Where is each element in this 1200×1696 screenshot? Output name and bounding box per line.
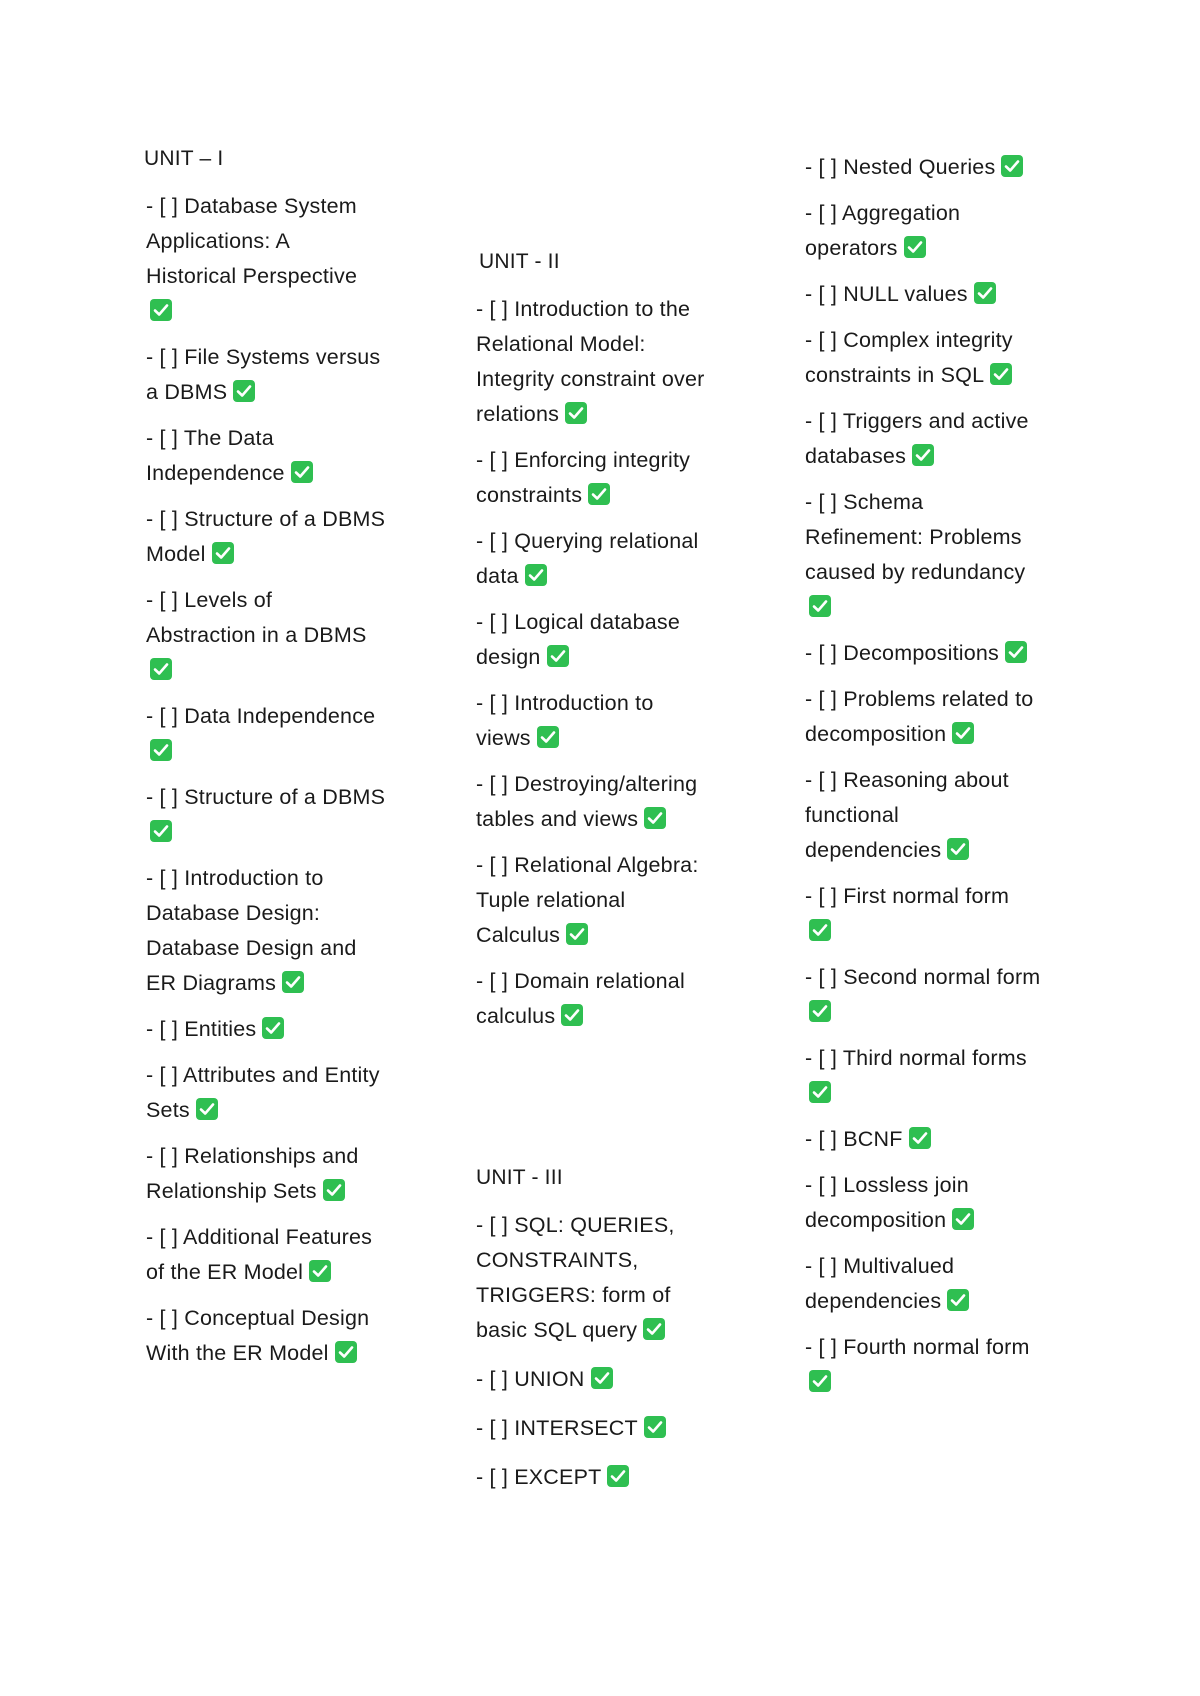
- checklist-item-line: [805, 323, 1075, 358]
- checklist-item: [146, 780, 416, 850]
- checklist-item-line: [805, 439, 1075, 474]
- check-mark-icon: [591, 1367, 613, 1389]
- checklist-item-line: [805, 995, 1075, 1030]
- checklist-item-line: [146, 1336, 416, 1371]
- checklist-item-line: [146, 780, 416, 815]
- checklist-item: [805, 1330, 1075, 1400]
- check-mark-icon: [150, 658, 172, 680]
- checklist-item-text: Sets: [146, 1098, 190, 1122]
- checklist-item-text: - [ ] File Systems versus: [146, 345, 381, 369]
- checklist-item-line: [805, 1122, 1075, 1157]
- check-mark-icon: [547, 645, 569, 667]
- checklist-item-line: [476, 686, 746, 721]
- checklist-item-line: [146, 1301, 416, 1336]
- checklist-item-text: - [ ] Fourth normal form: [805, 1335, 1030, 1359]
- checklist-item-text: - [ ] The Data: [146, 426, 274, 450]
- checklist-item-line: [476, 964, 746, 999]
- checklist-item-line: [146, 1058, 416, 1093]
- checklist-item: [805, 150, 1075, 185]
- checklist-item-text: With the ER Model: [146, 1341, 329, 1365]
- checklist-item-text: databases: [805, 444, 907, 468]
- checklist-item-text: Applications: A: [146, 229, 291, 253]
- checklist-item: [146, 1220, 416, 1290]
- checklist-item-line: [805, 682, 1075, 717]
- checklist-item-line: [805, 358, 1075, 393]
- checklist-item-line: [146, 375, 416, 410]
- checklist-item-line: [476, 362, 746, 397]
- checklist-item: [805, 1249, 1075, 1319]
- checklist-item-text: - [ ] Querying relational: [476, 529, 699, 553]
- checklist-item-line: [476, 397, 746, 432]
- checklist-item-text: Historical Perspective: [146, 264, 358, 288]
- unit-3-list: [476, 1208, 746, 1509]
- checklist-item-text: - [ ] Destroying/altering: [476, 772, 698, 796]
- checklist-item: [476, 848, 746, 953]
- checklist-item: [476, 1362, 746, 1397]
- check-mark-icon: [291, 461, 313, 483]
- checklist-item-text: - [ ] Entities: [146, 1017, 257, 1041]
- checklist-item: [805, 682, 1075, 752]
- checklist-item: [146, 340, 416, 410]
- check-mark-icon: [262, 1017, 284, 1039]
- checklist-item-text: Relationship Sets: [146, 1179, 317, 1203]
- checklist-item-line: [146, 699, 416, 734]
- checklist-item-line: [146, 861, 416, 896]
- checklist-item-text: - [ ] UNION: [476, 1367, 585, 1391]
- checklist-item-text: dependencies: [805, 838, 942, 862]
- checklist-item-text: - [ ] SQL: QUERIES,: [476, 1213, 675, 1237]
- checklist-item-line: [476, 999, 746, 1034]
- checklist-item-line: [805, 914, 1075, 949]
- checklist-item: [476, 443, 746, 513]
- checklist-item-text: views: [476, 726, 531, 750]
- checklist-item-text: decomposition: [805, 722, 947, 746]
- checklist-item-line: [146, 537, 416, 572]
- checklist-item-text: CONSTRAINTS,: [476, 1248, 639, 1272]
- checklist-item-line: [476, 918, 746, 953]
- checklist-item-text: - [ ] INTERSECT: [476, 1416, 638, 1440]
- checklist-item-line: [146, 1012, 416, 1047]
- checklist-item: [476, 524, 746, 594]
- checklist-item-line: [146, 1139, 416, 1174]
- check-mark-icon: [912, 444, 934, 466]
- checklist-item-line: [805, 555, 1075, 590]
- checklist-item-line: [805, 485, 1075, 520]
- column-3: [805, 150, 1075, 1411]
- check-mark-icon: [990, 363, 1012, 385]
- checklist-item-line: [805, 196, 1075, 231]
- checklist-item-line: [476, 1460, 746, 1495]
- checklist-item-text: Integrity constraint over: [476, 367, 705, 391]
- checklist-item-line: [146, 259, 416, 294]
- checklist-item-line: [146, 189, 416, 224]
- checklist-item-text: a DBMS: [146, 380, 228, 404]
- checklist-item-text: Model: [146, 542, 206, 566]
- checklist-item-text: - [ ] Relational Algebra:: [476, 853, 699, 877]
- checklist-item: [146, 1139, 416, 1209]
- check-mark-icon: [644, 807, 666, 829]
- unit-3-heading: UNIT - III: [476, 1166, 563, 1189]
- checklist-item: [476, 1460, 746, 1495]
- checklist-item-line: [476, 1243, 746, 1278]
- checklist-item-line: [805, 879, 1075, 914]
- checklist-item-text: Database Design:: [146, 901, 321, 925]
- checklist-item-line: [146, 896, 416, 931]
- unit-2-list: [476, 292, 746, 1045]
- checklist-item-line: [146, 583, 416, 618]
- checklist-item-text: Independence: [146, 461, 285, 485]
- check-mark-icon: [809, 919, 831, 941]
- check-mark-icon: [1005, 641, 1027, 663]
- checklist-item-line: [805, 833, 1075, 868]
- check-mark-icon: [909, 1127, 931, 1149]
- checklist-item-text: - [ ] EXCEPT: [476, 1465, 602, 1489]
- check-mark-icon: [150, 739, 172, 761]
- checklist-item-text: data: [476, 564, 519, 588]
- check-mark-icon: [335, 1341, 357, 1363]
- checklist-item-line: [146, 931, 416, 966]
- checklist-item-line: [476, 443, 746, 478]
- checklist-item-text: - [ ] Structure of a DBMS: [146, 785, 386, 809]
- checklist-item-line: [146, 1174, 416, 1209]
- checklist-item-text: - [ ] Levels of: [146, 588, 273, 612]
- checklist-item-line: [476, 1278, 746, 1313]
- checklist-item-line: [476, 883, 746, 918]
- checklist-item-text: - [ ] Schema: [805, 490, 924, 514]
- checklist-item-text: - [ ] Nested Queries: [805, 155, 996, 179]
- checklist-item-text: constraints: [476, 483, 583, 507]
- checklist-item-line: [805, 763, 1075, 798]
- checklist-item-line: [146, 966, 416, 1001]
- check-mark-icon: [150, 820, 172, 842]
- check-mark-icon: [904, 236, 926, 258]
- checklist-item-text: - [ ] Logical database: [476, 610, 680, 634]
- checklist-item-text: Abstraction in a DBMS: [146, 623, 367, 647]
- checklist-item-line: [805, 520, 1075, 555]
- checklist-item-text: - [ ] Reasoning about: [805, 768, 1009, 792]
- checklist-item-text: - [ ] Data Independence: [146, 704, 376, 728]
- checklist-item-line: [805, 590, 1075, 625]
- checklist-item-line: [805, 1041, 1075, 1076]
- checklist-item-text: tables and views: [476, 807, 639, 831]
- checklist-item-text: Relational Model:: [476, 332, 646, 356]
- checklist-item-text: basic SQL query: [476, 1318, 638, 1342]
- checklist-item-text: - [ ] Additional Features: [146, 1225, 373, 1249]
- checklist-item-line: [476, 478, 746, 513]
- checklist-item-text: - [ ] Database System: [146, 194, 357, 218]
- checklist-item: [805, 960, 1075, 1030]
- checklist-item-text: design: [476, 645, 541, 669]
- check-mark-icon: [323, 1179, 345, 1201]
- checklist-item-line: [476, 721, 746, 756]
- checklist-item-text: of the ER Model: [146, 1260, 304, 1284]
- checklist-item-text: - [ ] Second normal form: [805, 965, 1041, 989]
- checklist-item-line: [805, 231, 1075, 266]
- checklist-item-line: [146, 456, 416, 491]
- checklist-item-line: [146, 815, 416, 850]
- check-mark-icon: [282, 971, 304, 993]
- checklist-item: [805, 879, 1075, 949]
- checklist-item-line: [146, 1220, 416, 1255]
- checklist-item: [805, 196, 1075, 266]
- checklist-item-line: [805, 1249, 1075, 1284]
- check-mark-icon: [525, 564, 547, 586]
- checklist-item-text: calculus: [476, 1004, 556, 1028]
- checklist-item: [476, 292, 746, 432]
- checklist-item-line: [146, 653, 416, 688]
- checklist-item-line: [805, 1365, 1075, 1400]
- check-mark-icon: [809, 1000, 831, 1022]
- checklist-item-line: [476, 640, 746, 675]
- checklist-item: [476, 605, 746, 675]
- checklist-item-line: [146, 734, 416, 769]
- checklist-item-line: [805, 277, 1075, 312]
- checklist-item: [146, 421, 416, 491]
- checklist-item-line: [805, 1203, 1075, 1238]
- checklist-item-text: - [ ] Structure of a DBMS: [146, 507, 386, 531]
- checklist-item-line: [476, 1208, 746, 1243]
- checklist-item: [146, 1301, 416, 1371]
- check-mark-icon: [565, 402, 587, 424]
- checklist-item-text: - [ ] Multivalued: [805, 1254, 955, 1278]
- checklist-item-text: - [ ] Enforcing integrity: [476, 448, 691, 472]
- unit-1-list: [146, 189, 416, 1371]
- checklist-item-text: caused by redundancy: [805, 560, 1026, 584]
- checklist-item-text: Calculus: [476, 923, 561, 947]
- checklist-item-line: [805, 150, 1075, 185]
- checklist-item-text: - [ ] Introduction to the: [476, 297, 691, 321]
- checklist-item-line: [146, 340, 416, 375]
- checklist-item-text: - [ ] Relationships and: [146, 1144, 359, 1168]
- checklist-item-line: [146, 618, 416, 653]
- checklist-item-text: Refinement: Problems: [805, 525, 1022, 549]
- checklist-item-line: [476, 292, 746, 327]
- checklist-item-text: - [ ] Complex integrity: [805, 328, 1013, 352]
- checklist-item-line: [476, 767, 746, 802]
- checklist-item-text: - [ ] Conceptual Design: [146, 1306, 370, 1330]
- checklist-item-text: functional: [805, 803, 900, 827]
- checklist-item-text: Database Design and: [146, 936, 357, 960]
- checklist-item-line: [805, 960, 1075, 995]
- checklist-item: [146, 1058, 416, 1128]
- checklist-item: [805, 323, 1075, 393]
- checklist-item: [476, 767, 746, 837]
- checklist-item-text: - [ ] BCNF: [805, 1127, 903, 1151]
- checklist-item-text: dependencies: [805, 1289, 942, 1313]
- check-mark-icon: [952, 722, 974, 744]
- checklist-item-text: constraints in SQL: [805, 363, 985, 387]
- checklist-item-line: [146, 421, 416, 456]
- checklist-item-line: [476, 848, 746, 883]
- checklist-item-line: [805, 1076, 1075, 1111]
- checklist-item: [146, 1012, 416, 1047]
- checklist-item-line: [805, 404, 1075, 439]
- checklist-item-line: [476, 1313, 746, 1348]
- check-mark-icon: [233, 380, 255, 402]
- checklist-item-text: - [ ] Domain relational: [476, 969, 685, 993]
- checklist-item-line: [476, 524, 746, 559]
- check-mark-icon: [952, 1208, 974, 1230]
- checklist-item: [146, 189, 416, 329]
- checklist-item-text: Tuple relational: [476, 888, 626, 912]
- checklist-item-text: - [ ] Introduction to: [476, 691, 654, 715]
- check-mark-icon: [809, 1370, 831, 1392]
- checklist-item-text: - [ ] Attributes and Entity: [146, 1063, 380, 1087]
- checklist-item-line: [805, 1168, 1075, 1203]
- checklist-item-line: [476, 559, 746, 594]
- checklist-item-line: [476, 327, 746, 362]
- checklist-item-line: [146, 224, 416, 259]
- check-mark-icon: [809, 595, 831, 617]
- checklist-item: [805, 485, 1075, 625]
- checklist-item: [146, 861, 416, 1001]
- checklist-item-text: - [ ] First normal form: [805, 884, 1010, 908]
- checklist-item-text: decomposition: [805, 1208, 947, 1232]
- checklist-item: [476, 964, 746, 1034]
- checklist-item-text: TRIGGERS: form of: [476, 1283, 671, 1307]
- check-mark-icon: [588, 483, 610, 505]
- checklist-item: [476, 1411, 746, 1446]
- column-1: [146, 145, 416, 1382]
- checklist-item-text: - [ ] Aggregation: [805, 201, 961, 225]
- checklist-item: [476, 686, 746, 756]
- check-mark-icon: [566, 923, 588, 945]
- checklist-item-line: [146, 1093, 416, 1128]
- checklist-item-line: [146, 1255, 416, 1290]
- checklist-item: [805, 636, 1075, 671]
- checklist-item-text: - [ ] Lossless join: [805, 1173, 969, 1197]
- checklist-item: [805, 1168, 1075, 1238]
- checklist-item: [146, 583, 416, 688]
- checklist-item: [805, 1041, 1075, 1111]
- checklist-item-line: [805, 798, 1075, 833]
- checklist-item-line: [805, 636, 1075, 671]
- check-mark-icon: [212, 542, 234, 564]
- checklist-item-line: [476, 802, 746, 837]
- checklist-item-line: [146, 502, 416, 537]
- checklist-item: [146, 699, 416, 769]
- check-mark-icon: [809, 1081, 831, 1103]
- checklist-item: [476, 1208, 746, 1348]
- checklist-item: [805, 277, 1075, 312]
- checklist-item-text: operators: [805, 236, 898, 260]
- checklist-item-text: - [ ] Problems related to: [805, 687, 1034, 711]
- check-mark-icon: [607, 1465, 629, 1487]
- check-mark-icon: [947, 838, 969, 860]
- checklist-item-text: - [ ] Third normal forms: [805, 1046, 1027, 1070]
- check-mark-icon: [644, 1416, 666, 1438]
- check-mark-icon: [1001, 155, 1023, 177]
- checklist-item-line: [805, 1330, 1075, 1365]
- checklist-item: [146, 502, 416, 572]
- checklist-item-line: [476, 605, 746, 640]
- check-mark-icon: [561, 1004, 583, 1026]
- unit-1-heading: UNIT – I: [144, 147, 224, 170]
- checklist-item: [805, 404, 1075, 474]
- checklist-item-line: [805, 717, 1075, 752]
- checklist-item-text: ER Diagrams: [146, 971, 277, 995]
- checklist-item-text: - [ ] Triggers and active: [805, 409, 1029, 433]
- check-mark-icon: [309, 1260, 331, 1282]
- checklist-item-line: [476, 1411, 746, 1446]
- checklist-item-text: relations: [476, 402, 560, 426]
- check-mark-icon: [196, 1098, 218, 1120]
- check-mark-icon: [150, 299, 172, 321]
- check-mark-icon: [643, 1318, 665, 1340]
- checklist-item-line: [146, 294, 416, 329]
- unit-3-continued-list: [805, 150, 1075, 1400]
- checklist-item: [805, 1122, 1075, 1157]
- checklist-item-text: - [ ] NULL values: [805, 282, 968, 306]
- check-mark-icon: [974, 282, 996, 304]
- checklist-item-line: [805, 1284, 1075, 1319]
- checklist-item: [805, 763, 1075, 868]
- checklist-item-text: - [ ] Decompositions: [805, 641, 999, 665]
- checklist-item-text: - [ ] Introduction to: [146, 866, 324, 890]
- checklist-item-line: [476, 1362, 746, 1397]
- unit-2-heading: UNIT - II: [479, 250, 560, 273]
- check-mark-icon: [947, 1289, 969, 1311]
- check-mark-icon: [537, 726, 559, 748]
